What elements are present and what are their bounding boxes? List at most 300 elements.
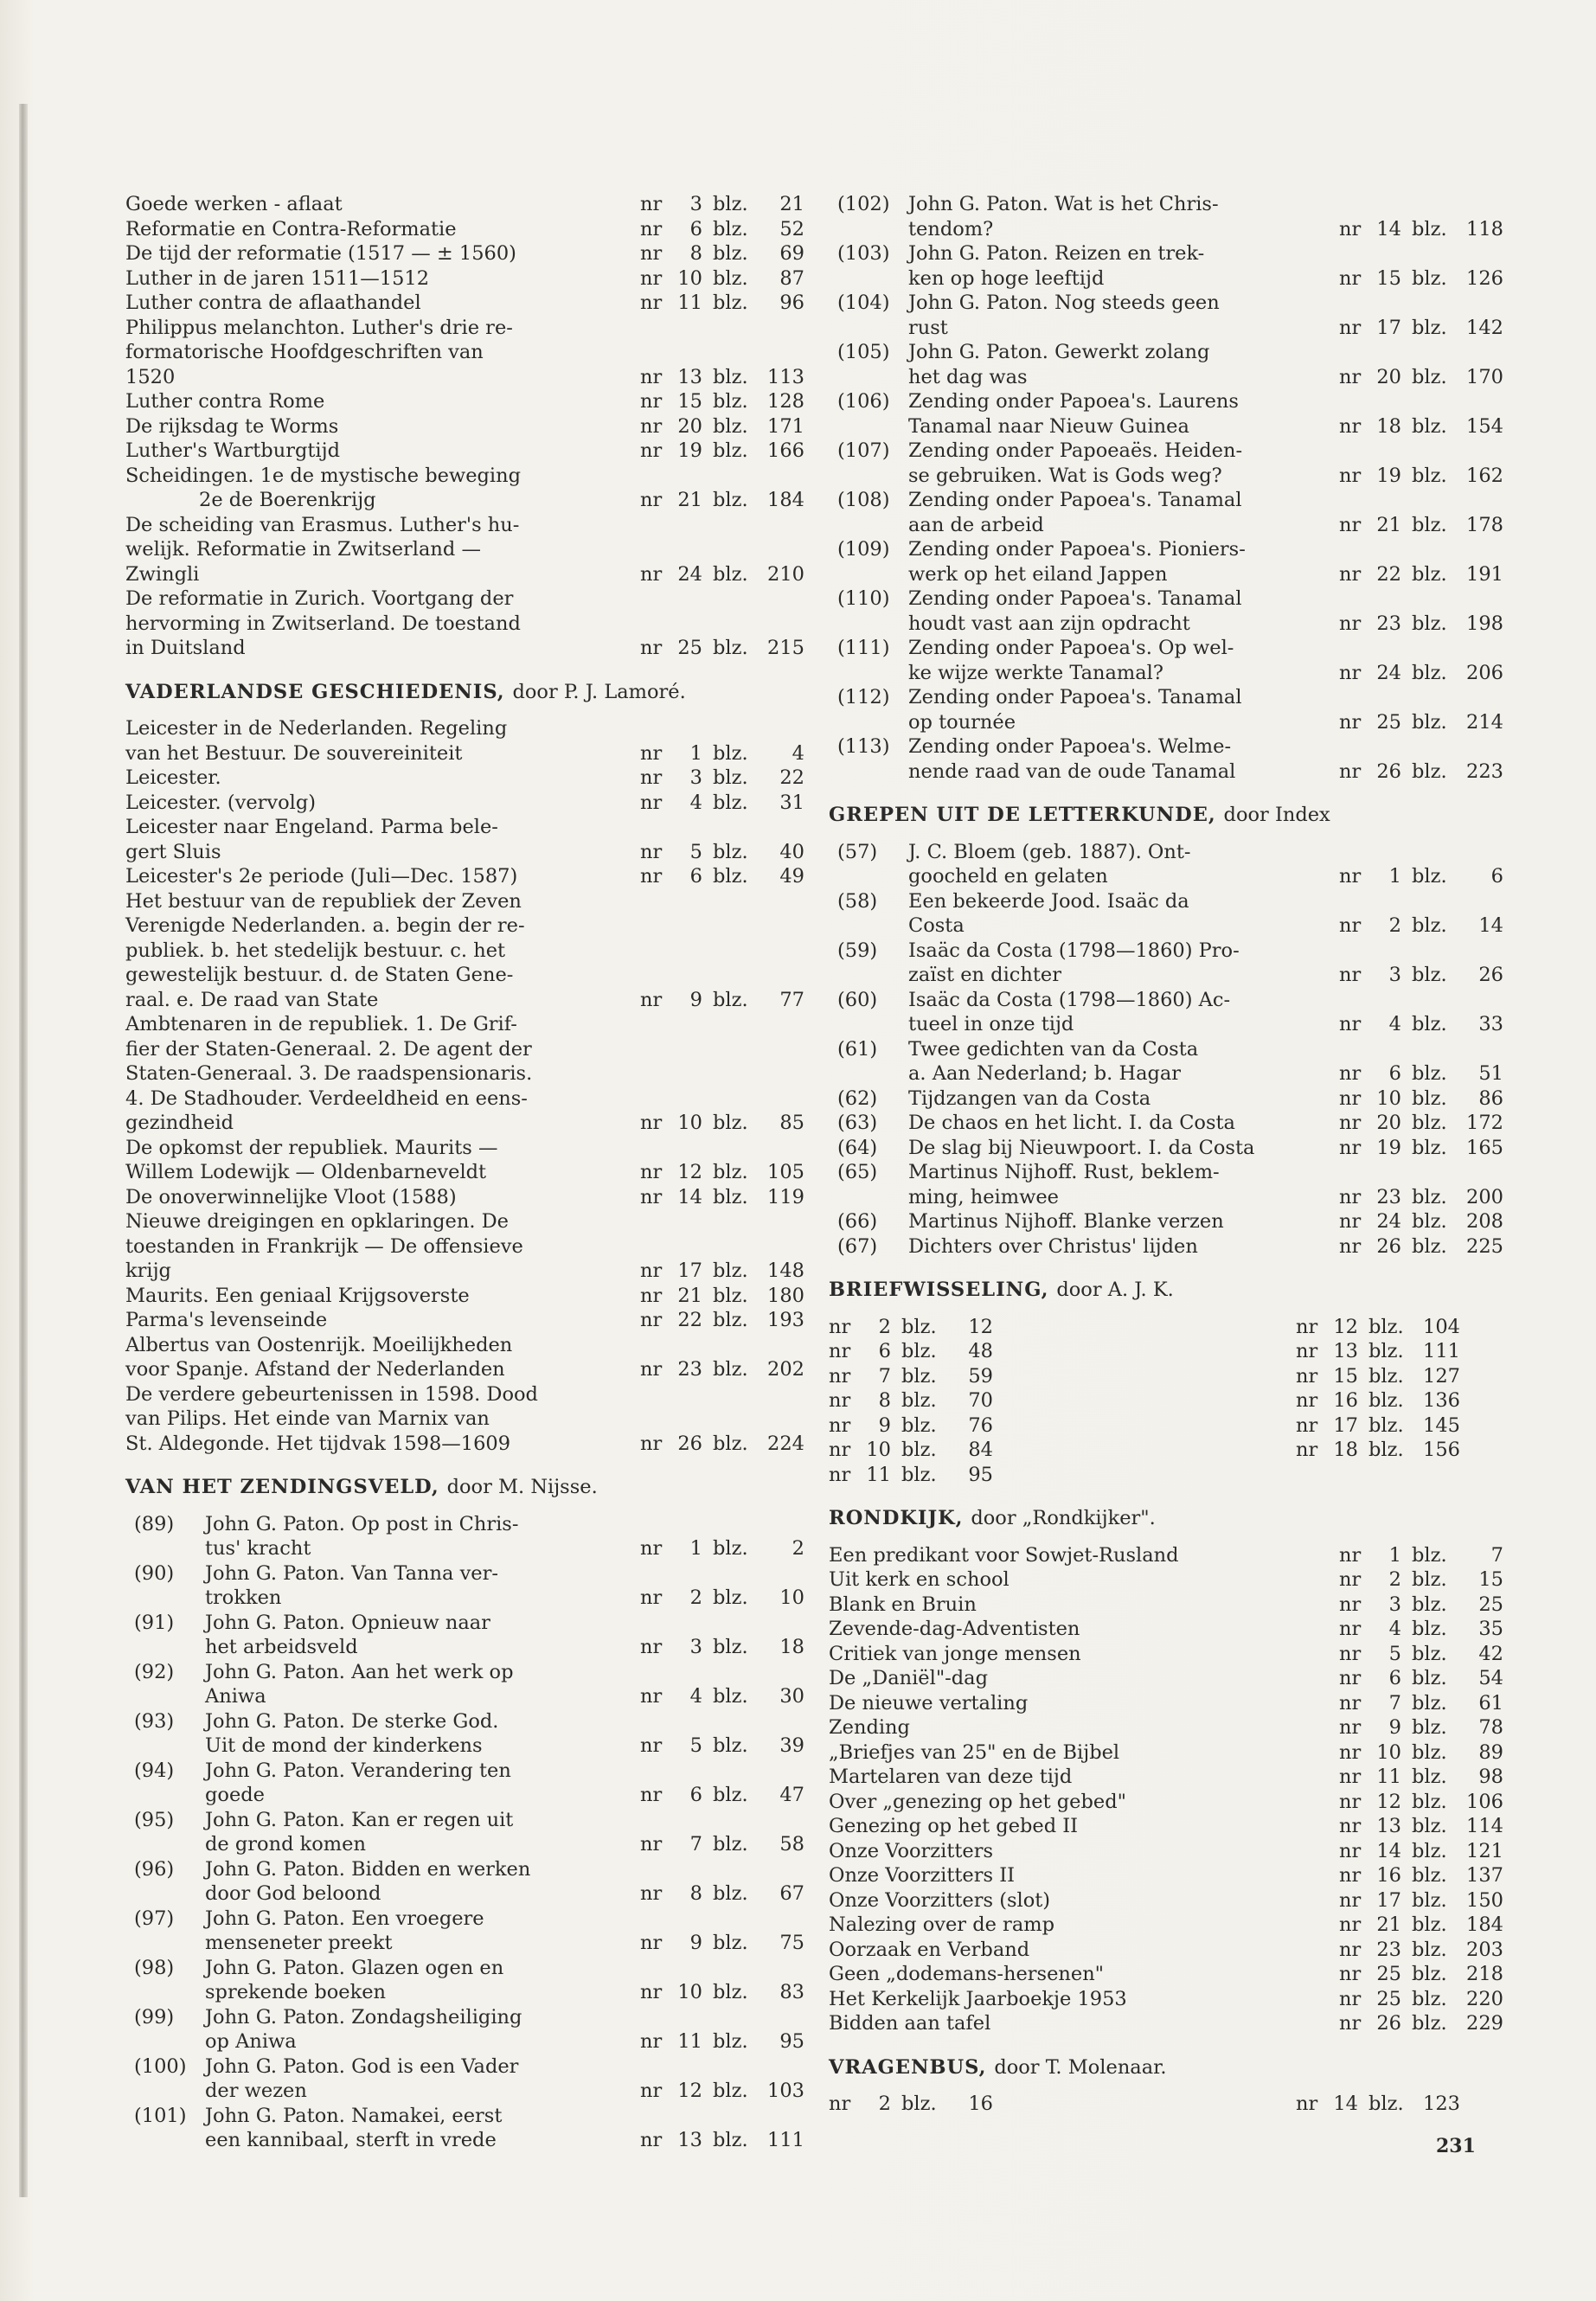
blz-label: blz. [1412,1987,1447,2010]
entry-last-line [908,1086,1503,1112]
entry-body [908,586,1503,636]
entry-body [205,1709,804,1759]
issue-reference [1322,1691,1503,1716]
entry-title: De „Daniël"-dag [829,1667,988,1689]
index-entry [125,1512,804,1561]
page-ref: 59 [968,1364,993,1388]
entry-number: (59) [837,939,878,962]
blz-label: blz. [713,791,748,814]
entry-last-line [125,1308,804,1333]
nr-label: nr [829,1340,851,1362]
issue-number: 25 [1376,1963,1401,1985]
entry-number: (100) [134,2054,187,2078]
section-title: GREPEN UIT DE LETTERKUNDE, [829,804,1216,826]
blz-label: blz. [1412,562,1447,586]
entry-last-line [908,864,1503,889]
index-entry [125,1308,804,1333]
briefwisseling-entry [1296,1364,1503,1389]
page-ref: 70 [968,1389,993,1412]
page-ref: 113 [767,365,804,388]
blz-label: blz. [901,1315,937,1338]
entry-body [908,988,1503,1037]
blz-label: blz. [1412,1963,1447,1985]
index-entry [829,439,1503,488]
nr-label: nr [1296,1413,1318,1437]
issue-reference [1322,1839,1503,1864]
index-entry [125,1808,804,1857]
blz-label: blz. [713,1636,748,1658]
blz-label: blz. [1412,710,1447,734]
blz-label: blz. [713,840,748,863]
issue-number: 7 [1388,1691,1401,1715]
index-entry [829,1863,1503,1888]
entry-line: John G. Paton. Bidden en werken [205,1857,531,1881]
page-ref: 61 [1478,1691,1503,1715]
entry-last-line [908,365,1503,390]
numbered-entry [125,2104,804,2153]
entry-line: van Pilips. Het einde van Marnix van [125,1407,490,1430]
page-ref: 208 [1466,1210,1503,1233]
entry-title: De rijksdag te Worms [125,414,339,438]
entry-line: Isaäc da Costa (1798—1860) Ac- [908,988,1231,1011]
entry-number: (96) [134,1857,175,1881]
page-ref: 78 [1478,1716,1503,1739]
nr-label: nr [1339,1766,1362,1788]
entry-line: der wezen [205,2080,307,2102]
blz-label: blz. [1412,1642,1447,1665]
numbered-entry [125,2005,804,2054]
issue-number: 25 [1376,710,1401,734]
issue-number: 20 [677,414,702,438]
entry-last-line [908,1012,1503,1037]
entry-line: Zending onder Papoeaës. Heiden- [908,439,1243,462]
entry-line: Leicester. [125,766,221,789]
entry-line: Leicester in de Nederlanden. Regeling [125,717,508,740]
page-ref: 25 [1478,1593,1503,1616]
issue-reference [1322,2011,1503,2036]
issue-reference [623,1881,804,1907]
nr-label: nr [1339,1543,1362,1567]
index-entry [829,1938,1503,1963]
page-ref: 170 [1466,365,1503,388]
numbered-entry [829,685,1503,734]
entry-number: (113) [837,735,890,758]
numbered-entry [829,1160,1503,1209]
entry-line: Een bekeerde Jood. Isaäc da [908,889,1189,913]
issue-number: 17 [1376,1888,1401,1912]
entry-last-line [125,864,804,889]
blz-label: blz. [1412,1667,1447,1689]
page-ref: 172 [1466,1112,1503,1134]
blz-label: blz. [1412,1716,1447,1739]
issue-reference [1322,612,1503,637]
entry-line: John G. Paton. Van Tanna ver- [205,1561,498,1585]
entry-line: Twee gedichten van da Costa [908,1037,1199,1061]
entry-line: menseneter preekt [205,1932,393,1954]
blz-label: blz. [1412,1691,1447,1715]
nr-label: nr [640,1259,663,1282]
entry-body [908,1234,1503,1259]
issue-reference [1322,1012,1503,1037]
issue-number: 10 [677,1981,702,2003]
entry-line: Zending onder Papoea's. Tanamal [908,686,1242,708]
page-ref: 86 [1478,1086,1503,1110]
index-entry [829,685,1503,734]
entry-body [908,291,1503,340]
entry-line: Zwingli [125,562,200,586]
blz-label: blz. [713,637,748,659]
index-entry [125,1382,804,1457]
issue-reference [1322,1543,1503,1568]
blz-label: blz. [1412,464,1447,487]
page-ref: 111 [1423,1340,1460,1362]
issue-number: 25 [1376,1987,1401,2010]
entry-line: zaïst en dichter [908,964,1061,986]
issue-number: 21 [677,489,702,511]
index-entry [125,1012,804,1136]
page-ref: 40 [779,840,804,863]
index-entry [829,340,1503,389]
issue-reference [1322,1913,1503,1938]
vragenbus-entry [1296,2092,1503,2117]
issue-reference [1322,1061,1503,1086]
nr-label: nr [829,1439,851,1461]
numbered-entry [829,988,1503,1037]
index-entry [125,716,804,766]
issue-number: 1 [689,741,702,765]
briefwisseling-entry [1296,1438,1503,1463]
nr-label: nr [1339,1136,1362,1159]
numbered-entry [829,389,1503,439]
nr-label: nr [640,1432,663,1455]
index-entry [829,1567,1503,1593]
issue-reference [623,1931,804,1956]
section-rondkijk [829,1506,1503,1531]
page-ref: 119 [767,1185,804,1208]
page-ref: 95 [968,1463,993,1486]
page-ref: 49 [779,865,804,888]
entry-line: John G. Paton. Wat is het Chris- [908,193,1219,215]
entry-line: op Aniwa [205,2030,297,2053]
index-entry [829,1715,1503,1740]
page-ref: 203 [1466,1938,1503,1961]
entry-line: Tijdzangen van da Costa [908,1086,1151,1110]
blz-label: blz. [713,1932,748,1954]
blz-label: blz. [713,1734,748,1757]
index-entry [829,291,1503,340]
entry-number: (112) [837,686,890,708]
nr-label: nr [640,1284,663,1307]
issue-reference [623,1684,804,1709]
issue-reference [1322,661,1503,686]
blz-label: blz. [713,390,748,413]
blz-label: blz. [1412,1062,1447,1085]
issue-reference [623,266,804,292]
numbered-entry [829,439,1503,488]
vragenbus-column [829,2092,1166,2117]
entry-number: (99) [134,2005,175,2029]
entry-last-line [908,1209,1503,1234]
entry-line: Zending onder Papoea's. Welme- [908,735,1232,758]
nr-label: nr [640,2129,663,2151]
issue-reference [623,1783,804,1808]
entry-body [908,1086,1503,1112]
entry-title: Genezing op het gebed II [829,1815,1079,1837]
entry-line: Isaäc da Costa (1798—1860) Pro- [908,939,1240,962]
page-ref: 180 [767,1284,804,1307]
entry-body [908,636,1503,685]
index-entry [125,1333,804,1382]
issue-reference [623,365,804,390]
page-ref: 127 [1423,1364,1460,1388]
page-ref: 31 [779,791,804,814]
entry-last-line [908,464,1503,489]
issue-reference [623,1586,804,1611]
entry-line: John G. Paton. Op post in Chris- [205,1512,519,1535]
entry-last-line [205,1980,804,2005]
entry-title: Onze Voorzitters II [829,1864,1015,1887]
numbered-entry [829,291,1503,340]
page-ref: 165 [1466,1136,1503,1159]
index-entry [125,241,804,266]
issue-number: 26 [677,1432,702,1455]
index-entry [829,1037,1503,1086]
issue-reference [623,1980,804,2005]
page-ref: 206 [1466,661,1503,684]
issue-number: 1 [1388,865,1401,888]
issue-number: 23 [1376,612,1401,635]
page-ref: 39 [779,1734,804,1757]
index-entry [125,217,804,242]
issue-reference [1322,414,1503,439]
page-ref: 54 [1478,1667,1503,1689]
nr-label: nr [1339,562,1362,586]
page-ref: 30 [779,1685,804,1708]
nr-label: nr [640,840,663,863]
briefwisseling-table [829,1315,1503,1488]
index-entry [829,1962,1503,1987]
page-ref: 51 [1478,1062,1503,1085]
entry-number: (101) [134,2104,187,2127]
issue-reference [1322,1642,1503,1667]
issue-reference [623,241,804,266]
issue-reference [1322,1987,1503,2012]
page-ref: 136 [1423,1389,1460,1412]
entry-line: in Duitsland [125,637,246,659]
issue-reference [623,988,804,1013]
issue-number: 11 [677,292,702,314]
entry-last-line [908,760,1503,785]
page-ref: 106 [1466,1790,1503,1813]
blz-label: blz. [1412,414,1447,438]
page-ref: 184 [1466,1913,1503,1936]
index-entry [125,389,804,414]
page-ref: 10 [779,1586,804,1609]
entry-number: (58) [837,889,878,913]
issue-number: 12 [677,2080,702,2102]
entry-line: John G. Paton. God is een Vader [205,2054,519,2078]
nr-label: nr [1296,2093,1318,2115]
nr-label: nr [1339,1618,1362,1640]
briefwisseling-entry [829,1438,1166,1463]
blz-label: blz. [1368,2093,1404,2115]
nr-label: nr [640,1833,663,1856]
index-entry [829,1888,1503,1913]
issue-number: 7 [689,1833,702,1856]
nr-label: nr [640,414,663,438]
issue-number: 3 [1388,1593,1401,1616]
entry-body [908,389,1503,439]
entry-last-line [125,488,804,513]
blz-label: blz. [713,766,748,789]
page-ref: 2 [792,1537,804,1560]
entry-line: Costa [908,914,965,937]
page-ref: 22 [779,766,804,789]
nr-label: nr [640,242,663,265]
entry-last-line [205,1931,804,1956]
issue-number: 8 [689,242,702,265]
entry-last-line [125,1432,804,1457]
nr-label: nr [829,1413,851,1437]
issue-number: 10 [866,1439,891,1461]
index-entry [125,586,804,661]
blz-label: blz. [713,1833,748,1856]
index-entry [125,1660,804,1709]
entry-last-line [205,1881,804,1907]
entry-last-line [125,562,804,587]
issue-reference [623,1357,804,1382]
issue-reference [623,1185,804,1210]
issue-number: 10 [677,1112,702,1134]
entry-body [908,439,1503,488]
entry-body [908,939,1503,988]
page-ref: 171 [767,414,804,438]
entry-number: (91) [134,1611,175,1634]
blz-label: blz. [1412,513,1447,536]
index-entry [125,1709,804,1759]
page-ref: 14 [1478,914,1503,937]
issue-number: 24 [1376,1210,1401,1233]
issue-number: 9 [689,988,702,1011]
index-entry [829,988,1503,1037]
entry-line: houdt vast aan zijn opdracht [908,612,1190,635]
nr-label: nr [1339,1593,1362,1616]
entry-title: De tijd der reformatie (1517 — ± 1560) [125,242,516,265]
section-author: door „Rondkijker". [971,1507,1156,1529]
nr-label: nr [1339,266,1362,290]
blz-label: blz. [1412,1234,1447,1258]
entry-title: Goede werken - aflaat [125,193,343,215]
entry-line: door God beloond [205,1882,381,1905]
index-entry [829,1209,1503,1234]
entry-line: Zending onder Papoea's. Tanamal [908,489,1242,511]
section-vragenbus [829,2055,1503,2080]
page-ref: 95 [779,2030,804,2053]
entry-line: Scheidingen. 1e de mystische beweging [125,464,521,487]
issue-reference [1322,760,1503,785]
entry-line: John G. Paton. Zondagsheiliging [205,2005,522,2029]
entry-line: De slag bij Nieuwpoort. I. da Costa [908,1136,1255,1159]
issue-number: 24 [677,562,702,586]
nr-label: nr [640,217,663,240]
entry-title: Blank en Bruin [829,1593,977,1616]
issue-number: 14 [1376,217,1401,240]
issue-number: 6 [689,865,702,888]
blz-label: blz. [1412,1938,1447,1961]
entry-line: Ambtenaren in de republiek. 1. De Grif- [125,1013,517,1035]
nr-label: nr [640,390,663,413]
section-author: door Index [1223,804,1330,826]
numbered-entry [829,939,1503,988]
nr-label: nr [640,1358,663,1381]
nr-label: nr [640,193,663,215]
entry-body [908,1037,1503,1086]
issue-number: 12 [1333,1315,1358,1338]
entry-body [908,1111,1503,1136]
issue-reference [1322,1086,1503,1112]
section-title: VAN HET ZENDINGSVELD, [125,1476,439,1498]
entry-last-line [908,612,1503,637]
entry-body [908,840,1503,889]
entry-title: Luther contra Rome [125,390,325,413]
page-ref: 15 [1478,1568,1503,1591]
issue-number: 15 [677,390,702,413]
index-entry [829,1691,1503,1716]
vragenbus-column [1166,2092,1503,2117]
index-entry [125,513,804,587]
entry-body [908,685,1503,734]
entry-line: voor Spanje. Afstand der Nederlanden [125,1358,505,1381]
nr-label: nr [1339,1864,1362,1887]
entry-title: „Briefjes van 25" en de Bijbel [829,1740,1120,1764]
issue-number: 17 [1376,316,1401,339]
entry-body [908,734,1503,784]
entry-line: Albertus van Oostenrijk. Moeilijkheden [125,1333,513,1356]
nr-label: nr [640,2030,663,2053]
nr-label: nr [640,2080,663,2102]
nr-label: nr [1339,1013,1362,1035]
briefwisseling-column [829,1315,1166,1488]
numbered-entry [829,241,1503,291]
nr-label: nr [1339,1716,1362,1739]
index-entry [829,1740,1503,1766]
page-ref: 224 [767,1432,804,1455]
index-entry [125,791,804,816]
entry-line: Uit de mond der kinderkens [205,1734,483,1757]
index-entry [829,1839,1503,1864]
blz-label: blz. [713,1981,748,2003]
issue-reference [623,864,804,889]
page-ref: 52 [779,217,804,240]
issue-number: 13 [677,365,702,388]
index-entry [125,1185,804,1210]
entry-line: Martinus Nijhoff. Rust, beklem- [908,1161,1220,1183]
entry-title: Geen „dodemans-hersenen" [829,1963,1105,1985]
entry-line: a. Aan Nederland; b. Hagar [908,1062,1182,1085]
entry-line: Zending onder Papoea's. Tanamal [908,587,1242,610]
page-ref: 105 [767,1161,804,1183]
page-ref: 98 [1478,1766,1503,1788]
nr-label: nr [1339,1987,1362,2010]
entry-number: (92) [134,1660,175,1683]
issue-number: 22 [1376,562,1401,586]
numbered-entry [829,840,1503,889]
entry-number: (90) [134,1561,175,1585]
index-entry [829,1790,1503,1815]
entry-number: (94) [134,1759,175,1782]
issue-number: 21 [677,1284,702,1307]
issue-number: 4 [689,1685,702,1708]
